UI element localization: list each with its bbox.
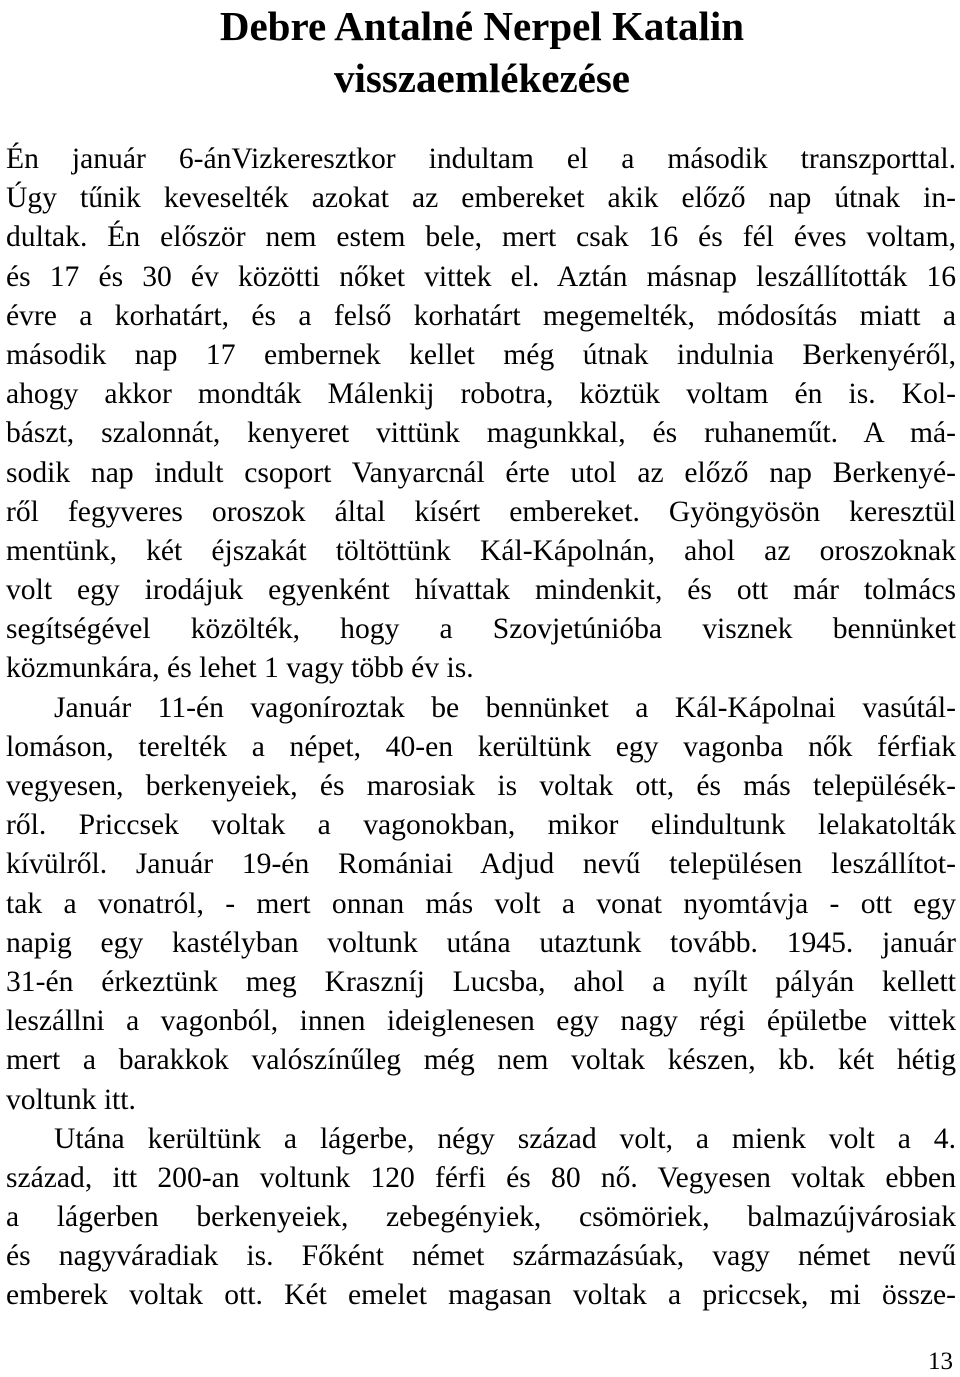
- text-line: Én január 6-ánVizkeresztkor indultam el a második transzporttal.: [6, 143, 956, 175]
- title-line: visszaemlékezése: [334, 55, 630, 101]
- page-title: [0, 0, 960, 104]
- text-line: tak a vonatról, - mert onnan más volt a vonat nyomtávja - ott egy: [6, 887, 956, 920]
- text-line: Utána kerültünk a lágerbe, négy század volt, a mienk volt a 4.: [54, 1122, 956, 1155]
- text-line: dultak. Én először nem estem bele, mert csak 16 és fél éves voltam,: [6, 221, 956, 254]
- text-line: ahogy akkor mondták Málenkij robotra, köztük voltam én is. Kol-: [6, 378, 956, 411]
- text-line: 31-én érkeztünk meg Kraszníj Lucsba, ahol a nyílt pályán kellett: [6, 965, 956, 998]
- text-line: volt egy irodájuk egyenként hívattak mindenkit, és ott már tolmács: [6, 574, 956, 607]
- text-line: évre a korhatárt, és a felső korhatárt megemelték, módosítás miatt a: [6, 299, 956, 332]
- text-line: kívülről. Január 19-én Romániai Adjud nevű településen leszállítot-: [6, 848, 956, 881]
- text-line: sodik nap indult csoport Vanyarcnál érte utol az előző nap Berkenyé-: [6, 456, 956, 489]
- text-line: század, itt 200-an voltunk 120 férfi és 80 nő. Vegyesen voltak ebben: [6, 1161, 956, 1194]
- text-line: emberek voltak ott. Két emelet magasan voltak a priccsek, mi össze-: [6, 1279, 956, 1312]
- text-line: leszállni a vagonból, innen ideiglenesen egy nagy régi épületbe vittek: [6, 1005, 956, 1038]
- text-line: napig egy kastélyban voltunk utána utaztunk tovább. 1945. január: [6, 926, 956, 959]
- text-line: lomáson, terelték a népet, 40-en kerültünk egy vagonba nők férfiak: [6, 730, 956, 763]
- text-line: mentünk, két éjszakát töltöttünk Kál-Kápolnán, ahol az oroszoknak: [6, 534, 956, 567]
- text-line: vegyesen, berkenyeiek, és marosiak is voltak ott, és más településék-: [6, 770, 956, 802]
- text-line: és 17 és 30 év közötti nőket vittek el. Aztán másnap leszállították 16: [6, 260, 956, 293]
- text-line: voltunk itt.: [6, 1083, 136, 1116]
- body-text: [6, 140, 956, 1316]
- text-line: ről. Priccsek voltak a vagonokban, mikor elindultunk lelakatolták: [6, 809, 956, 842]
- text-line: közmunkára, és lehet 1 vagy több év is.: [6, 652, 474, 685]
- text-line: ről fegyveres oroszok által kísért embereket. Gyöngyösön keresztül: [6, 495, 956, 528]
- text-line: mert a barakkok valószínűleg még nem voltak készen, kb. két hétig: [6, 1044, 956, 1077]
- text-line: második nap 17 embernek kellet még útnak indulnia Berkenyéről,: [6, 338, 956, 371]
- text-line: Úgy tűnik keveselték azokat az embereket akik előző nap útnak in-: [6, 182, 956, 215]
- text-line: segítségével közölték, hogy a Szovjetúnióba visznek bennünket: [6, 613, 956, 646]
- title-line: Debre Antalné Nerpel Katalin: [219, 3, 745, 49]
- text-line: bászt, szalonnát, kenyeret vittünk magunkkal, és ruhaneműt. A má-: [6, 417, 956, 450]
- text-line: a lágerben berkenyeiek, zebegényiek, csömöriek, balmazújvárosiak: [6, 1201, 956, 1234]
- text-line: Január 11-én vagoníroztak be bennünket a Kál-Kápolnai vasútál-: [54, 691, 956, 724]
- text-line: és nagyváradiak is. Főként német származásúak, vagy német nevű: [6, 1240, 956, 1273]
- page-number: 13: [928, 1348, 953, 1375]
